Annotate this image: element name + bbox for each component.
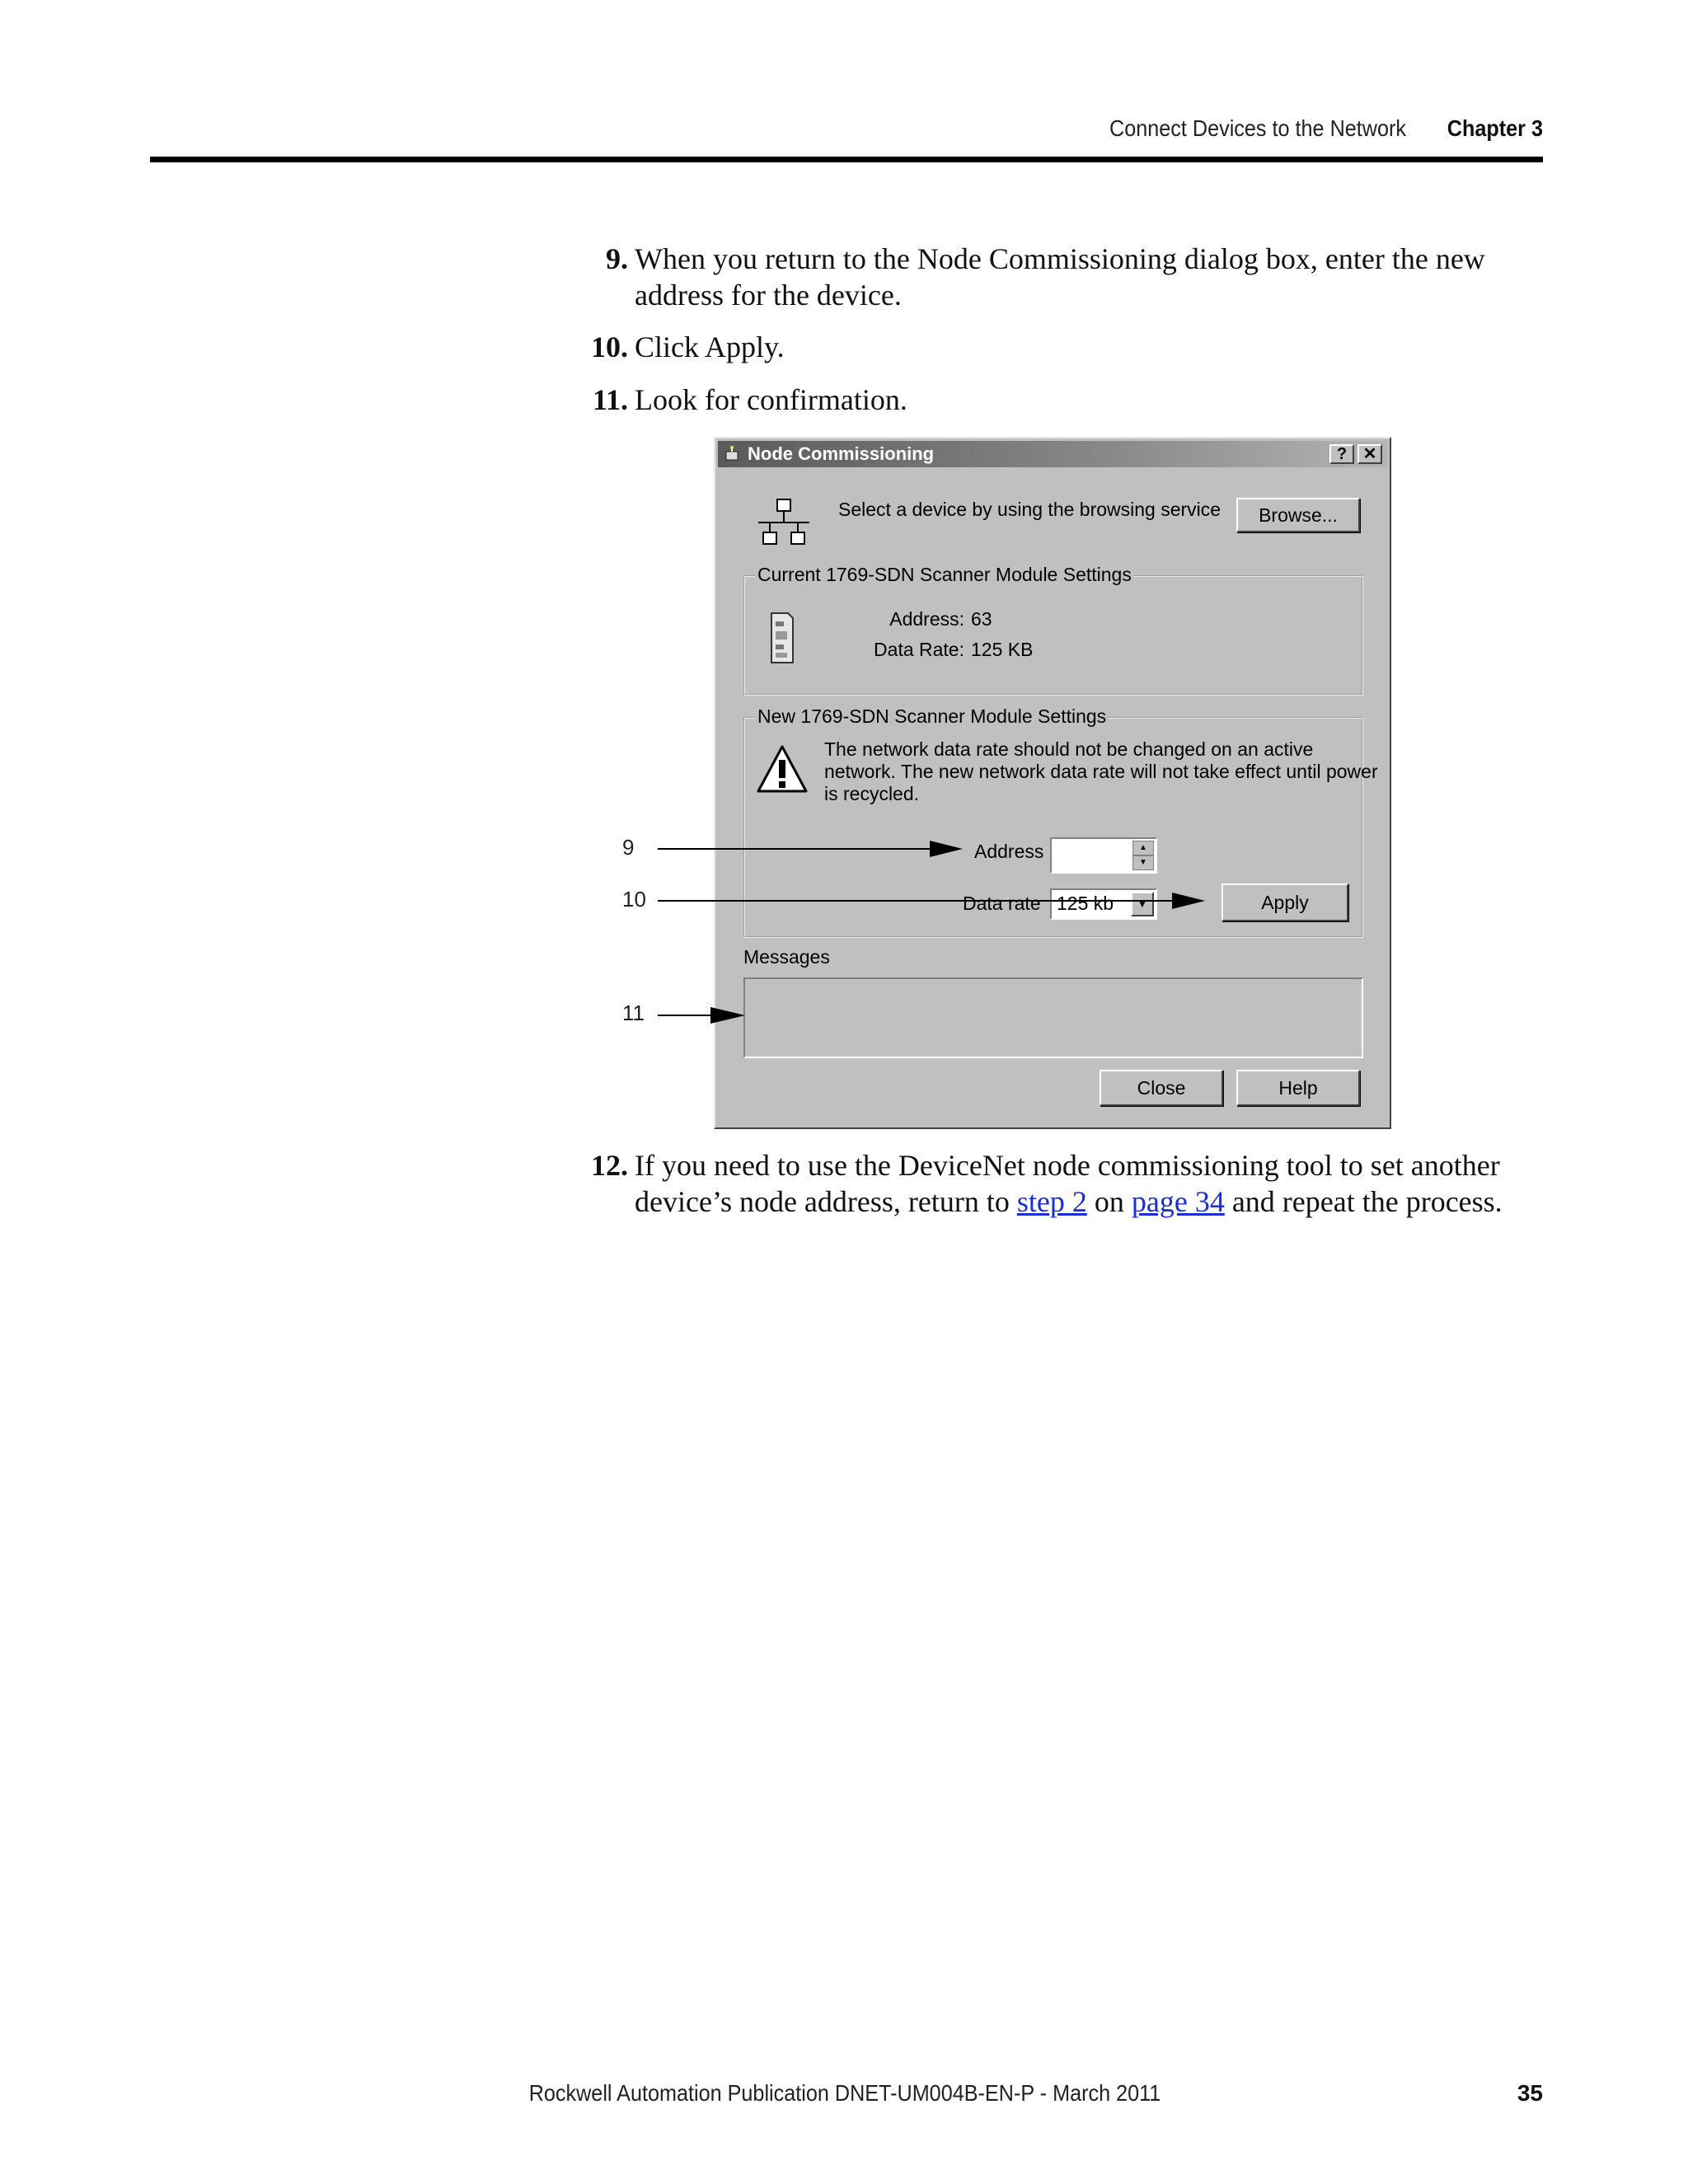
step-text: When you return to the Node Commissioning dialog box, enter the new address for the device. — [635, 242, 1485, 312]
step-12 — [591, 1147, 1550, 1220]
running-header-chapter: Chapter 3 — [1447, 115, 1543, 141]
current-data-rate-label: Data Rate: — [874, 639, 964, 660]
close-title-button[interactable]: ✕ — [1357, 444, 1382, 464]
step-number: 11. — [592, 383, 628, 416]
current-data-rate-value: 125 KB — [971, 639, 1034, 660]
close-button[interactable]: Close — [1100, 1070, 1223, 1106]
step-number: 12. — [591, 1149, 628, 1182]
data-rate-value: 125 kb — [1057, 893, 1114, 914]
warning-line-1: The network data rate should not be changed on an active — [824, 738, 1314, 760]
callout-11: 11 — [622, 1001, 645, 1025]
new-settings-legend: New 1769-SDN Scanner Module Settings — [755, 705, 1109, 727]
browse-button[interactable]: Browse... — [1236, 498, 1360, 532]
spin-down-icon[interactable]: ▼ — [1132, 855, 1154, 870]
callout-9: 9 — [622, 835, 635, 860]
data-rate-label: Data rate — [963, 893, 1041, 914]
running-header-section: Connect Devices to the Network — [1109, 115, 1406, 141]
chevron-down-icon[interactable]: ▼ — [1131, 892, 1154, 916]
help-button[interactable]: Help — [1236, 1070, 1360, 1106]
footer-publication: Rockwell Automation Publication DNET-UM004B-EN-P - March 2011 — [528, 2080, 1161, 2106]
current-address-label: Address: — [889, 608, 964, 630]
browse-instructions: Select a device by using the browsing service — [838, 499, 1221, 520]
messages-label: Messages — [743, 946, 830, 968]
callout-arrow-9 — [658, 841, 963, 857]
step-text: on — [1086, 1185, 1132, 1218]
step-text: If you need to use the DeviceNet node commissioning tool to set another device’s node address, return to — [635, 1149, 1500, 1218]
step-text: Look for confirmation. — [635, 383, 907, 416]
apply-button[interactable]: Apply — [1221, 883, 1348, 921]
page-34-link[interactable]: page 34 — [1131, 1185, 1225, 1218]
callout-10: 10 — [622, 887, 646, 912]
step-number: 9. — [606, 242, 628, 275]
spin-up-icon[interactable]: ▲ — [1132, 841, 1154, 855]
dialog-title: Node Commissioning — [748, 443, 935, 464]
help-title-button[interactable]: ? — [1329, 444, 1354, 464]
callout-arrow-10 — [658, 893, 1205, 909]
callout-arrow-11 — [658, 1007, 745, 1024]
page-number: 35 — [1517, 2080, 1543, 2106]
step-text: and repeat the process. — [1224, 1185, 1503, 1218]
warning-line-3: is recycled. — [824, 783, 920, 804]
current-address-value: 63 — [971, 608, 992, 630]
warning-line-2: network. The new network data rate will not take effect until power — [824, 761, 1378, 782]
step-text: Click Apply. — [635, 330, 785, 363]
address-label: Address — [974, 841, 1044, 862]
step-number: 10. — [591, 330, 628, 363]
current-settings-legend: Current 1769-SDN Scanner Module Settings — [755, 564, 1134, 585]
step-2-link[interactable]: step 2 — [1016, 1185, 1087, 1218]
